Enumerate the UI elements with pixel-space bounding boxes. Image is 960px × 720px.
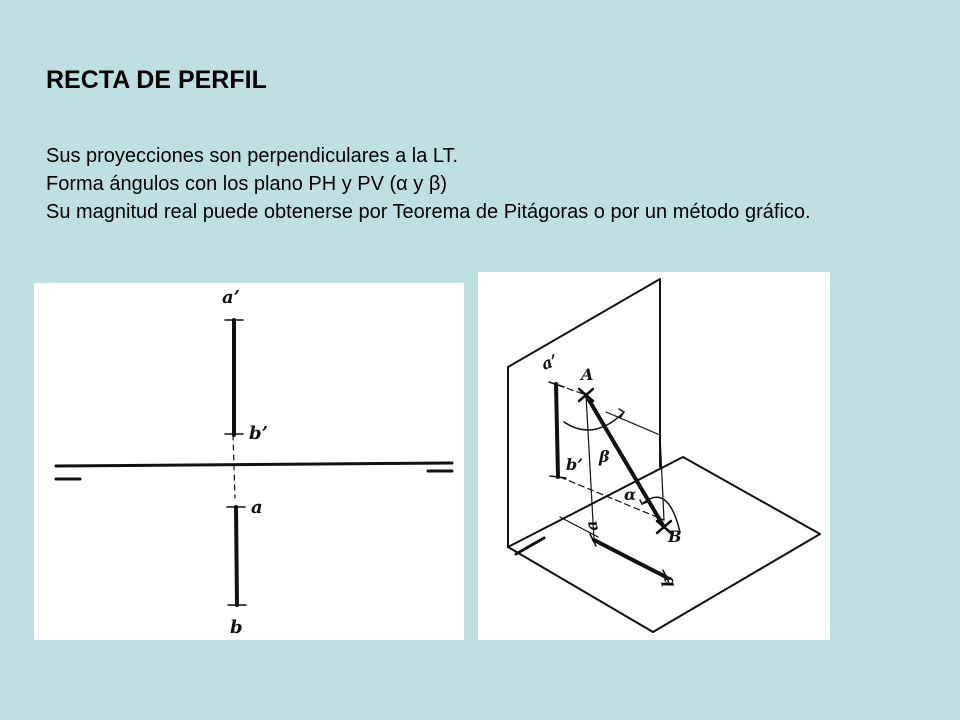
label-a-prime: a’ [538,350,561,374]
projection-a-b [594,540,666,577]
projector-a-down [586,395,594,540]
slide-body [46,142,906,226]
ground-line [56,463,452,466]
projection-a-prime-b-prime [556,384,558,477]
projection-a-b [236,507,237,605]
label-b: b [657,574,678,589]
trace-line [606,412,660,435]
label-B: B [668,527,682,546]
trace-line-2 [660,435,664,520]
body-line-3: Su magnitud real puede obtenerse por Teorema de Pitágoras o por un método gráfico. [46,201,811,223]
diagram-orthographic [34,283,464,640]
label-A: A [581,365,594,384]
diagram-3d [478,272,830,640]
diagram-orthographic-panel [34,283,464,640]
label-a: a [251,497,263,518]
label-b: b [230,617,243,638]
reference-line [233,435,235,498]
label-alpha: α [624,485,637,504]
slide-title: RECTA DE PERFIL [46,66,267,94]
diagram-3d-panel [478,272,830,640]
horizontal-plane [508,457,820,632]
label-beta: β [599,447,610,466]
body-line-2: Forma ángulos con los plano PH y PV (α y β) [46,173,448,195]
segment-A-B [586,395,664,527]
angle-beta-arc [564,412,624,430]
label-a-prime: a’ [222,287,240,308]
tick-b-prime [550,476,566,478]
label-a: a [581,519,602,533]
label-b-prime: b’ [249,423,268,444]
label-b-prime: b’ [566,455,583,474]
body-line-1: Sus proyecciones son perpendiculares a la LT. [46,145,459,167]
